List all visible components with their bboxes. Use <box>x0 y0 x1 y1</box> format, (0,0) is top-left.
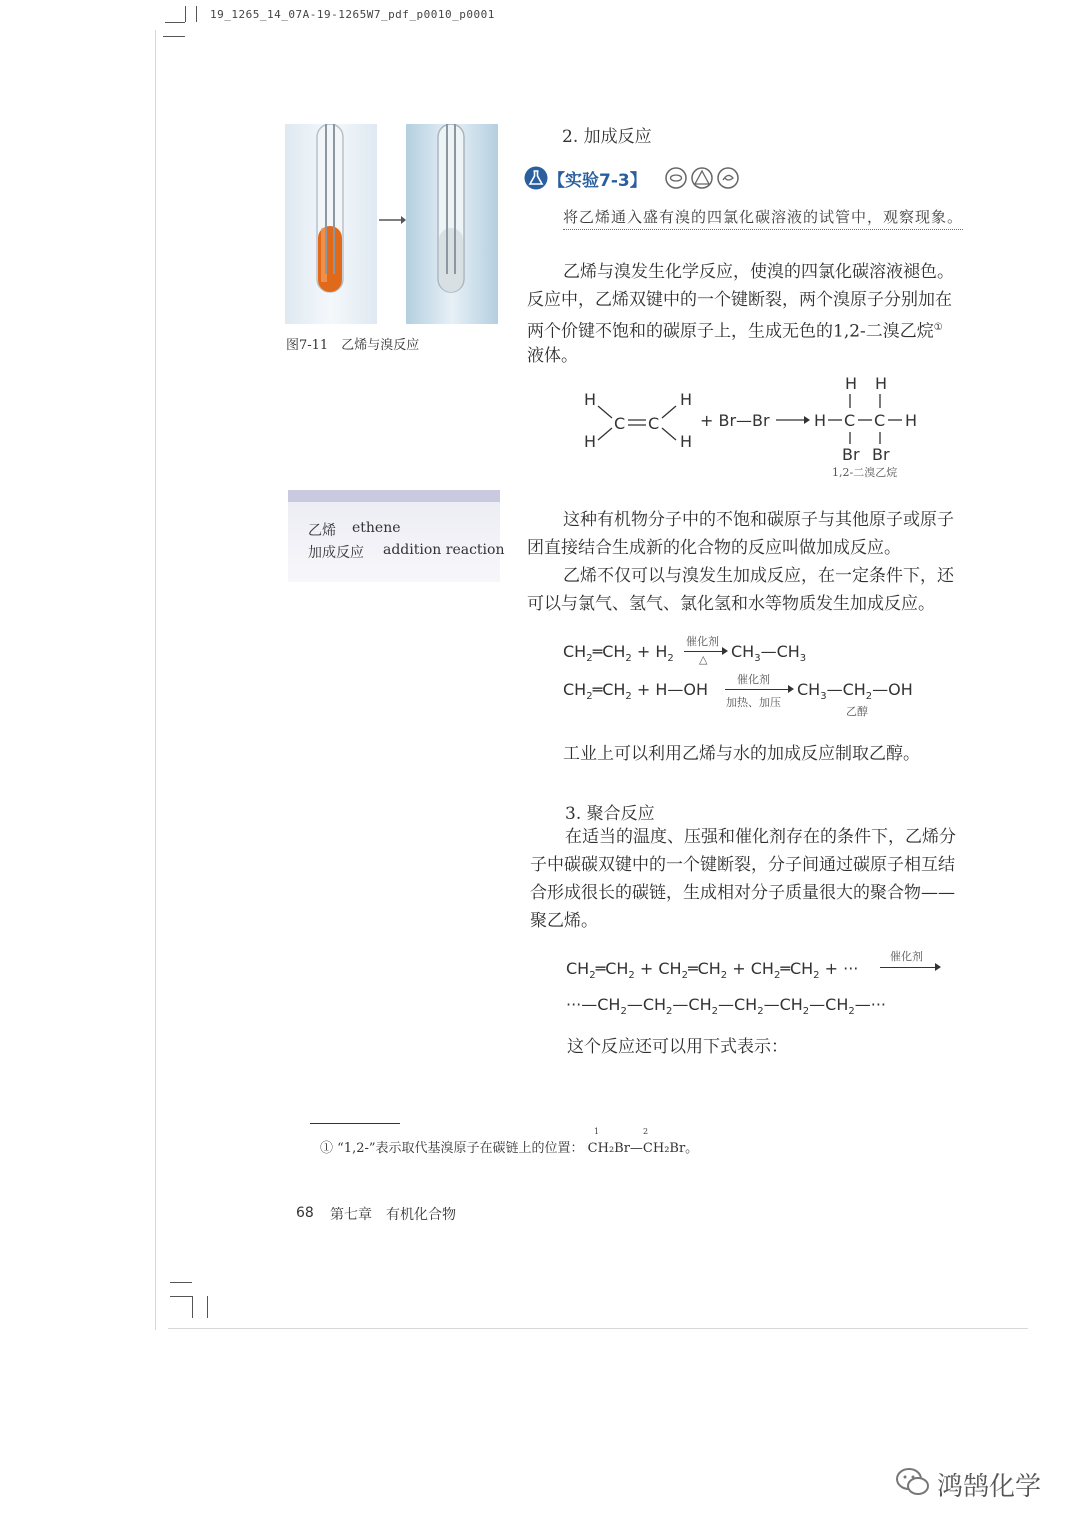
product-label: 1,2-二溴乙烷 <box>832 466 898 479</box>
arrow-head-icon <box>722 647 728 655</box>
paragraph-line: 液体。 <box>527 346 578 366</box>
reaction-arrow <box>880 967 936 968</box>
test-tube-photo-after <box>406 124 498 324</box>
paragraph-line: 团直接结合生成新的化合物的反应叫做加成反应。 <box>527 538 901 558</box>
test-tube-clear-icon <box>406 124 498 324</box>
heat-symbol: △ <box>699 653 708 666</box>
svg-text:C: C <box>844 411 856 430</box>
catalyst-label: 催化剂 <box>890 950 923 963</box>
condition-label: 加热、加压 <box>726 696 781 709</box>
chapter-title: 第七章 有机化合物 <box>330 1207 456 1223</box>
footnote-text: “1,2-”表示取代基溴原子在碳链上的位置： <box>337 1141 584 1156</box>
paragraph-line: 这个反应还可以用下式表示： <box>567 1037 788 1057</box>
equation-hydration: $CH_2═CH_2$ + H—OH <box>563 680 709 703</box>
svg-text:H: H <box>584 432 597 451</box>
svg-text:C: C <box>874 411 886 430</box>
ethanol-label: 乙醇 <box>846 705 868 718</box>
vocab-en-addition: addition reaction <box>383 542 505 558</box>
footnote-position-1: 1 <box>594 1127 600 1136</box>
vocab-box-bar <box>288 490 500 502</box>
figure-caption: 图7-11 乙烯与溴反应 <box>286 338 420 353</box>
experiment-title: 【实验7-3】 <box>548 171 647 191</box>
vocab-zh-ethene: 乙烯 <box>308 523 336 539</box>
paragraph-line: 乙烯不仅可以与溴发生加成反应，在一定条件下，还 <box>563 566 954 586</box>
paragraph-line: 反应中，乙烯双键中的一个键断裂，两个溴原子分别加在 <box>527 290 952 310</box>
svg-text:H: H <box>814 411 827 430</box>
page-border-left <box>155 30 156 1330</box>
watermark-text: 鸿鹄化学 <box>937 1472 1042 1502</box>
paragraph-line: 聚乙烯。 <box>530 911 598 931</box>
ventilation-icon <box>718 168 738 188</box>
crop-mark <box>207 1296 208 1318</box>
crop-mark <box>165 22 185 23</box>
safety-icons <box>665 166 751 190</box>
page-border-bottom <box>168 1328 1028 1329</box>
crop-mark <box>185 6 186 22</box>
svg-text:Br: Br <box>842 445 860 464</box>
page-number: 68 <box>296 1205 314 1221</box>
test-tube-photo-before <box>285 124 377 324</box>
paragraph-line: 在适当的温度、压强和催化剂存在的条件下，乙烯分 <box>565 827 956 847</box>
paragraph-line: 合形成很长的碳链，生成相对分子质量很大的聚合物—— <box>530 883 955 903</box>
svg-text:Br: Br <box>872 445 890 464</box>
arrow-right-icon <box>377 212 407 228</box>
footnote-ref: ① <box>933 322 943 333</box>
footnote-formula: CH₂Br—CH₂Br。 <box>587 1141 699 1156</box>
equation-polymerization-product: $\cdot\cdot\cdot—CH_2—CH_2—CH_2—CH_2—CH_2—CH_2—\cdot\cdot\cdot$ <box>566 995 886 1018</box>
arrow-head-icon <box>788 685 794 693</box>
crop-mark <box>163 36 185 37</box>
vocab-zh-addition: 加成反应 <box>308 545 364 561</box>
reaction-arrow <box>684 651 724 652</box>
paragraph-line: 可以与氯气、氢气、氯化氢和水等物质发生加成反应。 <box>527 594 935 614</box>
section-heading-polymerization: 3. 聚合反应 <box>565 804 655 824</box>
vocab-en-ethene: ethene <box>352 520 401 536</box>
catalyst-label: 催化剂 <box>737 673 770 686</box>
footnote-position-2: 2 <box>643 1127 649 1136</box>
footnote-marker: ① <box>320 1141 334 1156</box>
svg-text:H: H <box>905 411 918 430</box>
svg-text:H: H <box>875 374 888 393</box>
paragraph-line <box>527 314 943 346</box>
paragraph-text: 两个价键不饱和的碳原子上，生成无色的1,2-二溴乙烷 <box>527 321 934 342</box>
crop-mark <box>170 1296 192 1297</box>
equation-product-ethane: $CH_3—CH_3$ <box>731 642 807 665</box>
test-tube-orange-icon <box>285 124 377 324</box>
file-label: 19_1265_14_07A-19-1265W7_pdf_p0010_p0001 <box>210 8 495 21</box>
experiment-flask-icon <box>524 166 548 190</box>
svg-text:H: H <box>680 432 693 451</box>
crop-mark <box>196 6 197 22</box>
reaction-arrow <box>725 689 789 690</box>
section-heading-addition: 2. 加成反应 <box>562 127 652 147</box>
crop-mark <box>170 1282 192 1283</box>
svg-text:H: H <box>584 390 597 409</box>
wechat-logo-icon <box>895 1465 931 1499</box>
bromine-reagent: + Br—Br <box>700 411 770 430</box>
svg-text:C: C <box>648 414 660 433</box>
arrow-head-icon <box>935 963 941 971</box>
paragraph-line: 工业上可以利用乙烯与水的加成反应制取乙醇。 <box>563 744 920 764</box>
crop-mark <box>192 1296 193 1318</box>
goggles-icon <box>666 168 686 188</box>
paragraph-line: 乙烯与溴发生化学反应，使溴的四氯化碳溶液褪色。 <box>563 262 954 282</box>
bromine-addition-equation <box>580 372 930 482</box>
catalyst-label: 催化剂 <box>686 635 719 648</box>
paragraph-line: 这种有机物分子中的不饱和碳原子与其他原子或原子 <box>563 510 954 530</box>
equation-hydrogenation: $CH_2═CH_2 + H_2$ <box>563 642 674 665</box>
svg-text:H: H <box>680 390 693 409</box>
svg-text:C: C <box>614 414 626 433</box>
equation-product-ethanol: $CH_3—CH_2—OH$ <box>797 680 913 703</box>
equation-polymerization-reactants: $CH_2═CH_2$ + $CH_2═CH_2$ + $CH_2═CH_2$ + ··· <box>566 959 859 982</box>
footnote-rule <box>310 1123 400 1124</box>
footnote <box>320 1137 698 1156</box>
experiment-instruction: 将乙烯通入盛有溴的四氯化碳溶液的试管中，观察现象。 <box>563 206 963 230</box>
paragraph-line: 子中碳碳双键中的一个键断裂，分子间通过碳原子相互结 <box>530 855 955 875</box>
svg-text:H: H <box>845 374 858 393</box>
